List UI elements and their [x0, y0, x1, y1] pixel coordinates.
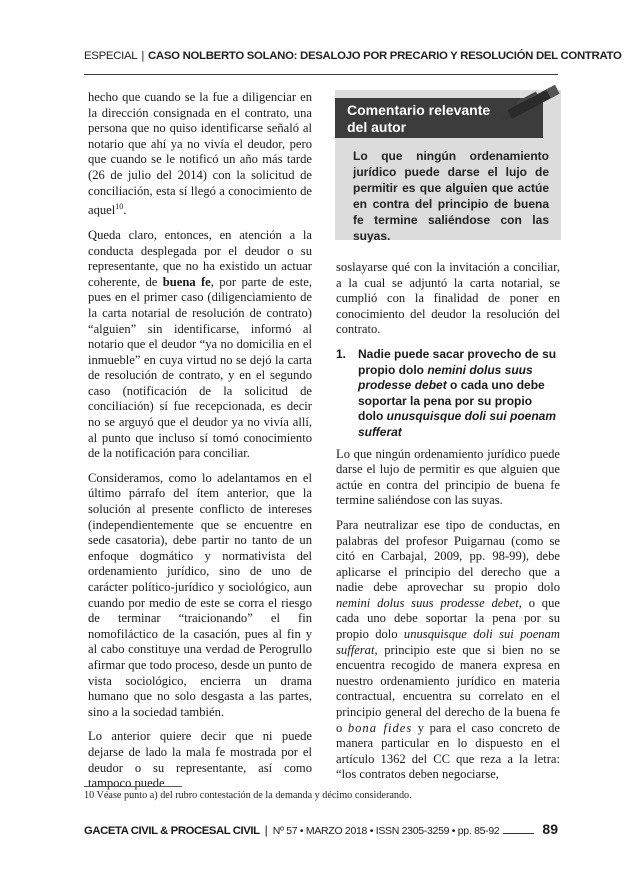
header-rule [84, 74, 558, 75]
left-paragraph-1-end: . [123, 203, 127, 218]
header-section: ESPECIAL [84, 50, 138, 62]
comment-box-text: Lo que ningún ordenamiento jurídico puede darse el lujo de permitir es que alguien que actúe en contra del principio de buena fe termine saliéndose con las suyas. [353, 149, 549, 243]
footer-rule [503, 833, 534, 834]
left-paragraph-2 [88, 228, 312, 462]
right-paragraph-1: soslayarse qué con la invitación a conciliar, a la cual se adjuntó la carta notarial, se cumplió con la finalidad de poner en conocimiento del deudor la resolución del contrato. [336, 260, 560, 337]
left-column [88, 90, 312, 801]
left-paragraph-4: Lo anterior quiere decir que ni puede dejarse de lado la mala fe mostrada por el deudor o su representante, así como tampoco puede [88, 729, 312, 791]
left-paragraph-2-bold: buena fe [162, 274, 211, 289]
header-title: CASO NOLBERTO SOLANO: DESALOJO POR PRECARIO Y RESOLUCIÓN DEL CONTRATO [148, 50, 622, 62]
footnote-ref: 10 [115, 202, 124, 212]
running-header [84, 50, 622, 62]
right-paragraph-2: Lo que ningún ordenamiento jurídico puede darse el lujo de permitir es que alguien que actúe en contra del principio de buena fe termine saliéndose con las suyas. [336, 446, 560, 508]
running-footer [84, 821, 558, 837]
left-paragraph-2-a: Queda claro, entonces, en atención a la conducta desplegada por el deudor o su representante, que no ha existido un actuar coherente, de [88, 227, 312, 289]
footer-issue: Nº 57 • MARZO 2018 • ISSN 2305-3259 • pp. 85-92 [272, 825, 500, 837]
right-paragraph-3: Para neutralizar ese tipo de conductas, en palabras del profesor Puigarnau (como se citó en Carbajal, 2009, pp. 98-99), debe aplicarse el principio del derecho que a nadie debe aprovechar su propio dolo nemini dolus suus prodesse debet, o que cada uno debe soportar la pena por su propio dolo unusquisque doli sui poenam sufferat, principio este que si bien no se encuentra recogido de manera expresa en nuestro ordenamiento jurídico en materia contractual, encuentra su correlato en el principio general del derecho de la buena fe o bona fides y para el caso concreto de manera particular en lo dispuesto en el artículo 1362 del CC que reza a la letra: “los contratos deben negociarse, [336, 517, 560, 782]
pen-icon [500, 78, 574, 122]
left-paragraph-1 [88, 90, 312, 219]
right-column [336, 260, 560, 792]
header-separator: | [141, 50, 144, 62]
footer-journal: GACETA CIVIL & PROCESAL CIVIL [84, 825, 260, 837]
left-paragraph-2-b: , por parte de este, pues en el primer caso (diligenciamiento de la carta notarial de resolución de contrato) “alguien” sin identificarse, informó al notario que el deudor “ya no domicilia en el inmueble” en cuya virtud no se dejó la carta de resolución de contrato, y en el segundo caso (notificación de la solicitud de conciliación) sí fue recepcionada, es decir no se arguyó que el deudor ya no vivía allí, al punto que incluso sí tomó conocimiento de la notificación para conciliar. [88, 274, 312, 461]
numbered-heading-text: Nadie puede sacar provecho de su propio dolo nemini dolus suus prodesse debet o cada uno debe soportar la pena por su propio dolo unusquisque doli sui poenam sufferat [358, 346, 557, 439]
comment-box-title-line-2: del autor [347, 119, 407, 135]
left-paragraph-3: Consideramos, como lo adelantamos en el último párrafo del ítem anterior, que la solución al presente conflicto de intereses (independientemente que se encuentre en sede casatoria), debe partir no tanto de un enfoque dogmático y normativista del ordenamiento jurídico, sino de uno de carácter político-jurídico y sociológico, aun cuando por medio de este se corra el riesgo de terminar “traicionando” el fin nomofiláctico de la casación, pues al fin y al cabo constituye una verdad de Perogrullo afirmar que todo proceso, desde un punto de vista sociológico, encierra un drama humano que no solo desgasta a las partes, sino a la sociedad también. [88, 470, 312, 719]
page-number: 89 [542, 821, 558, 837]
footnote: 10 Véase punto a) del rubro contestación de la demanda y décimo considerando. [84, 790, 412, 801]
numbered-heading-number: 1. [336, 346, 347, 361]
numbered-heading [336, 347, 560, 441]
left-paragraph-1-text: hecho que cuando se la fue a diligenciar en la dirección consignada en el contrato, una persona que no quiso identificarse señaló al notario que ahí ya no vivía el deudor, pero que cuando se le notificó un año más tarde (26 de julio del 2014) con la solicitud de conciliación, esta sí llegó a conocimiento de aquel [88, 90, 312, 218]
comment-box-title-line-1: Comentario relevante [347, 102, 491, 118]
footer-separator: | [264, 823, 268, 837]
footnote-rule [84, 786, 182, 787]
